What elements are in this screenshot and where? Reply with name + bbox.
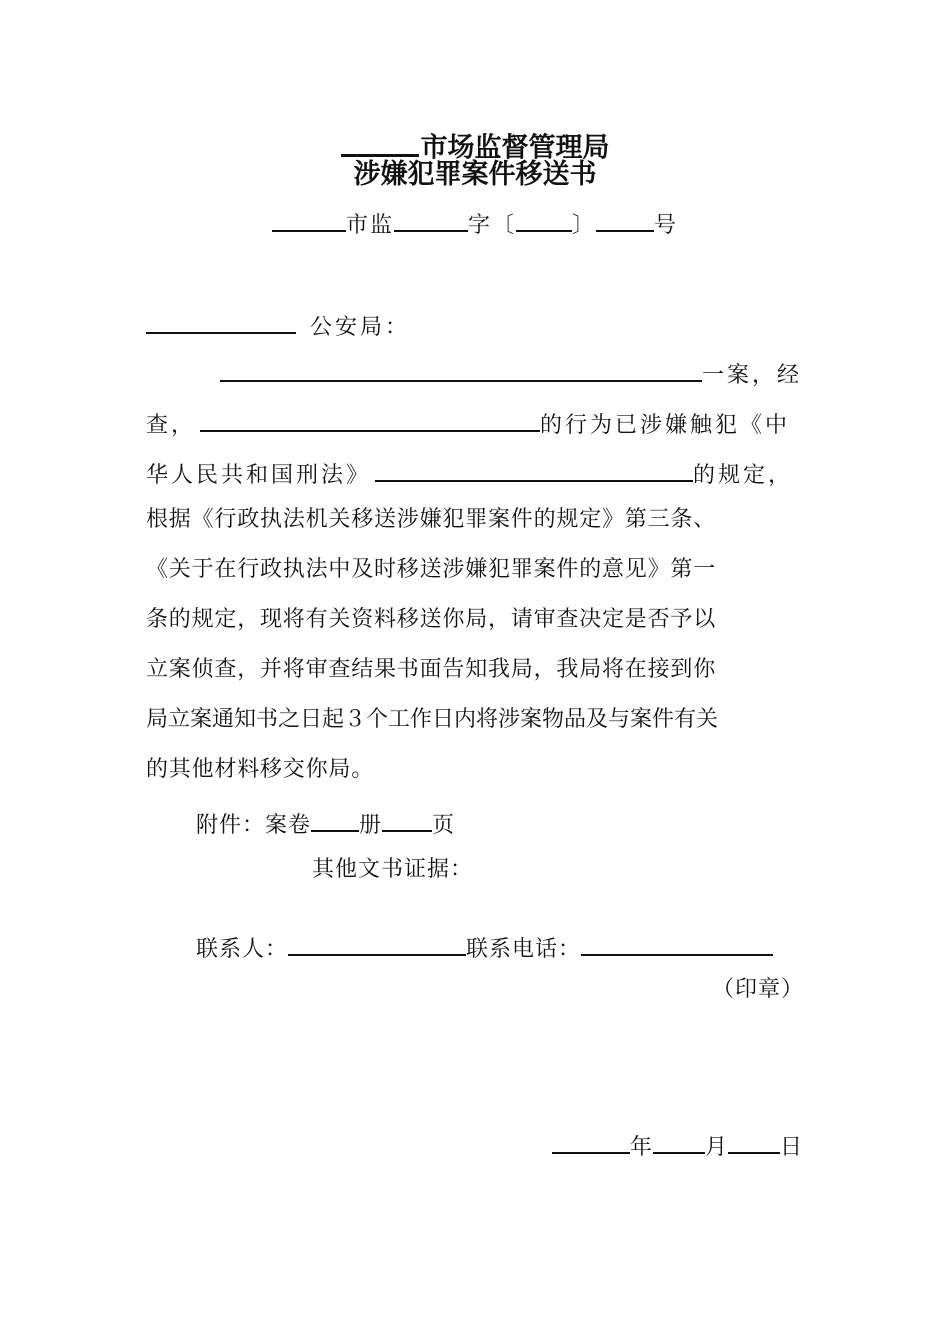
month-label: 月 — [705, 1135, 729, 1161]
contact-phone-blank[interactable] — [581, 930, 773, 956]
paragraph-text: 华人民共和国刑法》 — [146, 463, 372, 489]
volume-count-blank[interactable] — [311, 806, 359, 832]
title-agency: 市场监督管理局 — [420, 132, 610, 164]
attachment-line — [196, 806, 455, 840]
paragraph-line-2 — [146, 406, 806, 440]
offender-blank[interactable] — [200, 406, 540, 432]
contact-person-label: 联系人： — [196, 937, 289, 963]
agency-name-blank[interactable] — [341, 124, 419, 157]
paragraph-line-4: 根据《行政执法机关移送涉嫌犯罪案件的规定》第三条、 — [146, 507, 717, 532]
doc-number-text-1: 市监 — [345, 213, 394, 239]
contact-line — [196, 930, 773, 964]
paragraph-text: 的行为已涉嫌触犯《中 — [540, 413, 791, 439]
paragraph-line-3 — [146, 456, 806, 490]
attachment-label: 附件：案卷 — [196, 813, 312, 839]
paragraph-text: 查， — [146, 413, 197, 439]
paragraph-line-8: 局立案通知书之日起３个工作日内将涉案物品及与案件有关 — [146, 707, 719, 732]
doc-number-text-3: 〕 — [572, 213, 597, 239]
other-evidence-label: 其他文书证据： — [312, 857, 474, 882]
doc-number-year-blank[interactable] — [516, 206, 572, 232]
doc-number-blank-2[interactable] — [394, 206, 468, 232]
paragraph-line-6: 条的规定，现将有关资料移送你局，请审查决定是否予以 — [146, 607, 717, 632]
day-blank[interactable] — [728, 1128, 780, 1154]
paragraph-line-9: 的其他材料移交你局。 — [146, 757, 375, 782]
seal-label: （印章） — [712, 977, 805, 1002]
police-bureau-blank[interactable] — [146, 308, 296, 334]
volume-unit: 册 — [359, 813, 383, 839]
contact-person-blank[interactable] — [288, 930, 466, 956]
paragraph-line-7: 立案侦查，并将审查结果书面告知我局，我局将在接到你 — [146, 657, 717, 682]
paragraph-text: 一案，经 — [702, 363, 803, 389]
year-label: 年 — [630, 1135, 654, 1161]
date-line — [552, 1128, 803, 1162]
day-label: 日 — [780, 1135, 804, 1161]
doc-number-text-2: 字〔 — [467, 213, 516, 239]
case-name-blank[interactable] — [220, 356, 702, 382]
month-blank[interactable] — [653, 1128, 705, 1154]
criminal-law-article-blank[interactable] — [375, 456, 693, 482]
paragraph-text: 的规定， — [693, 463, 794, 489]
contact-phone-label: 联系电话： — [466, 937, 582, 963]
doc-number-blank-1[interactable] — [272, 206, 346, 232]
doc-number-blank-4[interactable] — [596, 206, 654, 232]
document-number — [0, 206, 950, 240]
page-unit: 页 — [432, 813, 456, 839]
paragraph-line-1 — [220, 356, 806, 390]
year-blank[interactable] — [552, 1128, 630, 1154]
doc-number-text-4: 号 — [654, 213, 679, 239]
addressee-line — [146, 308, 410, 342]
page-count-blank[interactable] — [382, 806, 432, 832]
addressee-label: 公安局： — [310, 315, 411, 341]
document-title: 涉嫌犯罪案件移送书 — [353, 159, 597, 190]
paragraph-line-5: 《关于在行政执法中及时移送涉嫌犯罪案件的意见》第一 — [146, 557, 717, 582]
